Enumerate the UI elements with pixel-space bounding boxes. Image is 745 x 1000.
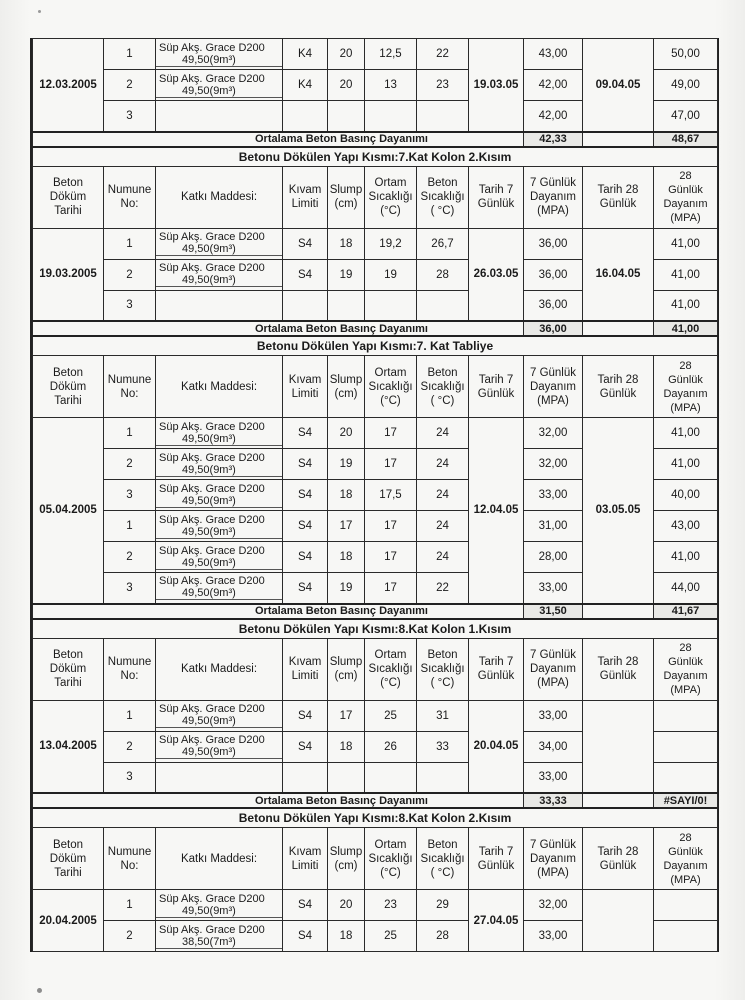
admixture-dose: 49,50(9m³)	[156, 526, 282, 539]
consistency-limit	[283, 101, 328, 132]
strength-7-day: 34,00	[524, 731, 583, 762]
section-title-row	[33, 619, 718, 639]
header-slump: Slump (cm)	[328, 828, 365, 890]
admixture-dose: 49,50(9m³)	[156, 433, 282, 446]
header-ambient-temp: Ortam Sıcaklığı (°C)	[365, 356, 417, 418]
consistency-limit: S4	[283, 259, 328, 290]
average-28-day: 41,00	[654, 321, 718, 336]
section-title-row	[33, 808, 718, 828]
ambient-temp: 19,2	[365, 228, 417, 259]
column-header-row	[33, 356, 718, 418]
admixture-dose: 49,50(9m³)	[156, 243, 282, 256]
ambient-temp: 17	[365, 542, 417, 573]
average-gap	[583, 321, 654, 336]
header-strength-7: 7 Günlük Dayanım (MPA)	[524, 828, 583, 890]
average-row	[33, 321, 718, 336]
concrete-temp: 24	[417, 511, 469, 542]
average-gap	[583, 132, 654, 147]
date-28-day: 09.04.05	[583, 39, 654, 132]
strength-28-day	[654, 731, 718, 762]
consistency-limit: S4	[283, 921, 328, 952]
date-28-day	[583, 700, 654, 793]
admixture-name: Süp Akş. Grace D200	[159, 513, 265, 526]
average-label: Ortalama Beton Basınç Dayanımı	[33, 793, 524, 808]
average-row	[33, 604, 718, 619]
header-date-7: Tarih 7 Günlük	[469, 638, 524, 700]
consistency-limit: S4	[283, 573, 328, 604]
date-7-day: 19.03.05	[469, 39, 524, 132]
cast-date: 05.04.2005	[33, 418, 104, 604]
strength-28-day: 49,00	[654, 70, 718, 101]
admixture-name: Süp Akş. Grace D200	[159, 734, 265, 746]
header-cast-date: Beton Döküm Tarihi	[33, 166, 104, 228]
strength-7-day: 43,00	[524, 39, 583, 70]
admixture-name: Süp Akş. Grace D200	[159, 892, 265, 905]
admixture-name: Süp Akş. Grace D200	[159, 451, 265, 464]
concrete-temp: 24	[417, 542, 469, 573]
header-consistency: Kıvam Limiti	[283, 356, 328, 418]
table-row	[33, 890, 718, 921]
header-strength-28: 28 Günlük Dayanım (MPA)	[654, 828, 718, 890]
strength-7-day: 32,00	[524, 418, 583, 449]
admixture-name: Süp Akş. Grace D200	[159, 420, 265, 433]
strength-7-day: 33,00	[524, 921, 583, 952]
admixture	[156, 418, 283, 449]
slump: 18	[328, 480, 365, 511]
ambient-temp: 17	[365, 573, 417, 604]
section-title: Betonu Dökülen Yapı Kısmı:7.Kat Kolon 2.Kısım	[33, 147, 718, 167]
section-title-row	[33, 336, 718, 356]
admixture	[156, 542, 283, 573]
consistency-limit: S4	[283, 542, 328, 573]
column-header-row	[33, 166, 718, 228]
strength-7-day: 36,00	[524, 259, 583, 290]
cast-date: 13.04.2005	[33, 700, 104, 793]
ambient-temp: 25	[365, 921, 417, 952]
slump: 18	[328, 921, 365, 952]
average-label: Ortalama Beton Basınç Dayanımı	[33, 321, 524, 336]
admixture-dose: 49,50(9m³)	[156, 274, 282, 287]
concrete-test-report	[30, 38, 719, 952]
slump: 20	[328, 70, 365, 101]
average-7-day: 36,00	[524, 321, 583, 336]
strength-28-day: 41,00	[654, 228, 718, 259]
concrete-temp: 24	[417, 449, 469, 480]
date-7-day: 12.04.05	[469, 418, 524, 604]
header-strength-7: 7 Günlük Dayanım (MPA)	[524, 356, 583, 418]
concrete-temp: 24	[417, 418, 469, 449]
strength-7-day: 36,00	[524, 228, 583, 259]
strength-28-day	[654, 921, 718, 952]
admixture	[156, 921, 283, 952]
concrete-temp: 22	[417, 39, 469, 70]
header-date-28: Tarih 28 Günlük	[583, 356, 654, 418]
strength-7-day: 33,00	[524, 762, 583, 793]
admixture	[156, 228, 283, 259]
average-7-day: 33,33	[524, 793, 583, 808]
strength-28-day: 41,00	[654, 449, 718, 480]
ambient-temp: 12,5	[365, 39, 417, 70]
strength-28-day: 41,00	[654, 259, 718, 290]
header-cast-date: Beton Döküm Tarihi	[33, 356, 104, 418]
header-ambient-temp: Ortam Sıcaklığı (°C)	[365, 828, 417, 890]
concrete-temp	[417, 101, 469, 132]
admixture	[156, 762, 283, 793]
section-title: Betonu Dökülen Yapı Kısmı:8.Kat Kolon 2.Kısım	[33, 808, 718, 828]
consistency-limit: K4	[283, 70, 328, 101]
admixture-dose: 49,50(9m³)	[156, 495, 282, 508]
sample-no: 2	[104, 731, 156, 762]
header-cast-date: Beton Döküm Tarihi	[33, 828, 104, 890]
strength-7-day: 32,00	[524, 449, 583, 480]
strength-28-day	[654, 762, 718, 793]
strength-28-day: 41,00	[654, 418, 718, 449]
sample-no: 3	[104, 101, 156, 132]
header-strength-28: 28 Günlük Dayanım (MPA)	[654, 166, 718, 228]
slump: 19	[328, 449, 365, 480]
average-row	[33, 132, 718, 147]
header-date-28: Tarih 28 Günlük	[583, 828, 654, 890]
sample-no: 1	[104, 228, 156, 259]
header-ambient-temp: Ortam Sıcaklığı (°C)	[365, 638, 417, 700]
admixture-dose: 38,50(7m³)	[156, 936, 282, 949]
strength-7-day: 33,00	[524, 480, 583, 511]
slump	[328, 762, 365, 793]
admixture-dose: 49,50(9m³)	[156, 715, 282, 728]
concrete-temp: 28	[417, 259, 469, 290]
ambient-temp: 13	[365, 70, 417, 101]
scan-speck	[37, 988, 42, 993]
average-row	[33, 793, 718, 808]
sample-no: 2	[104, 70, 156, 101]
header-consistency: Kıvam Limiti	[283, 166, 328, 228]
sample-no: 3	[104, 290, 156, 321]
cast-date: 20.04.2005	[33, 890, 104, 952]
strength-7-day: 42,00	[524, 101, 583, 132]
strength-28-day: 50,00	[654, 39, 718, 70]
header-concrete-temp: Beton Sıcaklığı ( °C)	[417, 638, 469, 700]
date-7-day: 26.03.05	[469, 228, 524, 321]
date-7-day: 27.04.05	[469, 890, 524, 952]
admixture	[156, 480, 283, 511]
table-row	[33, 228, 718, 259]
slump	[328, 101, 365, 132]
average-gap	[583, 604, 654, 619]
admixture-name: Süp Akş. Grace D200	[159, 482, 265, 495]
consistency-limit: S4	[283, 228, 328, 259]
strength-7-day: 36,00	[524, 290, 583, 321]
sample-no: 1	[104, 700, 156, 731]
strength-7-day: 33,00	[524, 573, 583, 604]
header-admixture: Katkı Maddesi:	[156, 166, 283, 228]
admixture-dose: 49,50(9m³)	[156, 746, 282, 759]
sample-no: 1	[104, 418, 156, 449]
admixture	[156, 731, 283, 762]
section-title: Betonu Dökülen Yapı Kısmı:7. Kat Tabliye	[33, 336, 718, 356]
sample-no: 2	[104, 449, 156, 480]
sample-no: 2	[104, 542, 156, 573]
table-row	[33, 39, 718, 70]
admixture	[156, 700, 283, 731]
column-header-row	[33, 638, 718, 700]
sample-no: 1	[104, 511, 156, 542]
consistency-limit: S4	[283, 418, 328, 449]
consistency-limit: S4	[283, 700, 328, 731]
admixture-dose: 49,50(9m³)	[156, 557, 282, 570]
admixture	[156, 39, 283, 70]
average-28-day: 41,67	[654, 604, 718, 619]
strength-28-day	[654, 700, 718, 731]
scan-speck	[38, 10, 41, 13]
slump: 20	[328, 890, 365, 921]
consistency-limit: S4	[283, 511, 328, 542]
header-date-7: Tarih 7 Günlük	[469, 356, 524, 418]
sample-no: 1	[104, 890, 156, 921]
header-strength-7: 7 Günlük Dayanım (MPA)	[524, 166, 583, 228]
header-concrete-temp: Beton Sıcaklığı ( °C)	[417, 356, 469, 418]
strength-28-day	[654, 890, 718, 921]
admixture-dose: 49,50(9m³)	[156, 85, 282, 98]
header-admixture: Katkı Maddesi:	[156, 828, 283, 890]
strength-7-day: 33,00	[524, 700, 583, 731]
consistency-limit	[283, 762, 328, 793]
sample-no: 1	[104, 39, 156, 70]
admixture	[156, 511, 283, 542]
strength-7-day: 28,00	[524, 542, 583, 573]
table-row	[33, 418, 718, 449]
concrete-temp: 28	[417, 921, 469, 952]
header-strength-28: 28 Günlük Dayanım (MPA)	[654, 356, 718, 418]
sample-no: 2	[104, 259, 156, 290]
admixture-name: Süp Akş. Grace D200	[159, 72, 265, 85]
header-slump: Slump (cm)	[328, 638, 365, 700]
average-28-day: 48,67	[654, 132, 718, 147]
average-28-day: #SAYI/0!	[654, 793, 718, 808]
section-title-row	[33, 147, 718, 167]
date-28-day: 16.04.05	[583, 228, 654, 321]
header-date-28: Tarih 28 Günlük	[583, 638, 654, 700]
admixture	[156, 449, 283, 480]
average-label: Ortalama Beton Basınç Dayanımı	[33, 132, 524, 147]
header-consistency: Kıvam Limiti	[283, 828, 328, 890]
date-28-day	[583, 890, 654, 952]
sample-no: 3	[104, 762, 156, 793]
admixture-name: Süp Akş. Grace D200	[159, 231, 265, 243]
header-strength-7: 7 Günlük Dayanım (MPA)	[524, 638, 583, 700]
ambient-temp: 17	[365, 418, 417, 449]
header-strength-28: 28 Günlük Dayanım (MPA)	[654, 638, 718, 700]
ambient-temp	[365, 762, 417, 793]
admixture-name: Süp Akş. Grace D200	[159, 575, 265, 588]
cast-date: 19.03.2005	[33, 228, 104, 321]
slump: 20	[328, 39, 365, 70]
strength-28-day: 41,00	[654, 290, 718, 321]
date-7-day: 20.04.05	[469, 700, 524, 793]
header-sample-no: Numune No:	[104, 356, 156, 418]
concrete-temp: 26,7	[417, 228, 469, 259]
sample-no: 2	[104, 921, 156, 952]
admixture	[156, 890, 283, 921]
concrete-temp	[417, 762, 469, 793]
ambient-temp: 17	[365, 511, 417, 542]
admixture-dose: 49,50(9m³)	[156, 905, 282, 918]
ambient-temp	[365, 290, 417, 321]
header-slump: Slump (cm)	[328, 166, 365, 228]
sample-no: 3	[104, 480, 156, 511]
admixture-name: Süp Akş. Grace D200	[159, 41, 265, 54]
header-sample-no: Numune No:	[104, 638, 156, 700]
strength-7-day: 31,00	[524, 511, 583, 542]
header-sample-no: Numune No:	[104, 166, 156, 228]
consistency-limit: S4	[283, 449, 328, 480]
sample-no: 3	[104, 573, 156, 604]
concrete-temp	[417, 290, 469, 321]
ambient-temp: 25	[365, 700, 417, 731]
strength-28-day: 47,00	[654, 101, 718, 132]
header-concrete-temp: Beton Sıcaklığı ( °C)	[417, 166, 469, 228]
admixture-name: Süp Akş. Grace D200	[159, 703, 265, 715]
header-admixture: Katkı Maddesi:	[156, 638, 283, 700]
concrete-temp: 31	[417, 700, 469, 731]
admixture-dose: 49,50(9m³)	[156, 464, 282, 477]
admixture-dose: 49,50(9m³)	[156, 587, 282, 600]
header-consistency: Kıvam Limiti	[283, 638, 328, 700]
concrete-temp: 29	[417, 890, 469, 921]
strength-28-day: 41,00	[654, 542, 718, 573]
ambient-temp	[365, 101, 417, 132]
consistency-limit: K4	[283, 39, 328, 70]
ambient-temp: 17	[365, 449, 417, 480]
header-date-7: Tarih 7 Günlük	[469, 828, 524, 890]
strength-28-day: 40,00	[654, 480, 718, 511]
header-ambient-temp: Ortam Sıcaklığı (°C)	[365, 166, 417, 228]
slump: 18	[328, 542, 365, 573]
admixture-name: Süp Akş. Grace D200	[159, 544, 265, 557]
strength-7-day: 32,00	[524, 890, 583, 921]
table-row	[33, 700, 718, 731]
slump: 18	[328, 228, 365, 259]
slump: 19	[328, 259, 365, 290]
concrete-temp: 33	[417, 731, 469, 762]
consistency-limit	[283, 290, 328, 321]
header-slump: Slump (cm)	[328, 356, 365, 418]
average-7-day: 42,33	[524, 132, 583, 147]
header-cast-date: Beton Döküm Tarihi	[33, 638, 104, 700]
admixture	[156, 70, 283, 101]
concrete-temp: 22	[417, 573, 469, 604]
ambient-temp: 19	[365, 259, 417, 290]
consistency-limit: S4	[283, 890, 328, 921]
admixture	[156, 290, 283, 321]
slump: 17	[328, 700, 365, 731]
header-sample-no: Numune No:	[104, 828, 156, 890]
slump: 20	[328, 418, 365, 449]
strength-test-table	[32, 38, 718, 952]
concrete-temp: 24	[417, 480, 469, 511]
column-header-row	[33, 828, 718, 890]
concrete-temp: 23	[417, 70, 469, 101]
consistency-limit: S4	[283, 731, 328, 762]
slump: 18	[328, 731, 365, 762]
slump: 17	[328, 511, 365, 542]
average-label: Ortalama Beton Basınç Dayanımı	[33, 604, 524, 619]
slump	[328, 290, 365, 321]
strength-28-day: 43,00	[654, 511, 718, 542]
strength-7-day: 42,00	[524, 70, 583, 101]
strength-28-day: 44,00	[654, 573, 718, 604]
ambient-temp: 26	[365, 731, 417, 762]
header-date-7: Tarih 7 Günlük	[469, 166, 524, 228]
admixture-dose: 49,50(9m³)	[156, 54, 282, 67]
admixture	[156, 573, 283, 604]
admixture	[156, 259, 283, 290]
average-7-day: 31,50	[524, 604, 583, 619]
header-concrete-temp: Beton Sıcaklığı ( °C)	[417, 828, 469, 890]
header-date-28: Tarih 28 Günlük	[583, 166, 654, 228]
header-admixture: Katkı Maddesi:	[156, 356, 283, 418]
section-title: Betonu Dökülen Yapı Kısmı:8.Kat Kolon 1.Kısım	[33, 619, 718, 639]
consistency-limit: S4	[283, 480, 328, 511]
ambient-temp: 23	[365, 890, 417, 921]
date-28-day: 03.05.05	[583, 418, 654, 604]
cast-date: 12.03.2005	[33, 39, 104, 132]
ambient-temp: 17,5	[365, 480, 417, 511]
average-gap	[583, 793, 654, 808]
slump: 19	[328, 573, 365, 604]
admixture-name: Süp Akş. Grace D200	[159, 923, 265, 936]
admixture	[156, 101, 283, 132]
admixture-name: Süp Akş. Grace D200	[159, 262, 265, 274]
